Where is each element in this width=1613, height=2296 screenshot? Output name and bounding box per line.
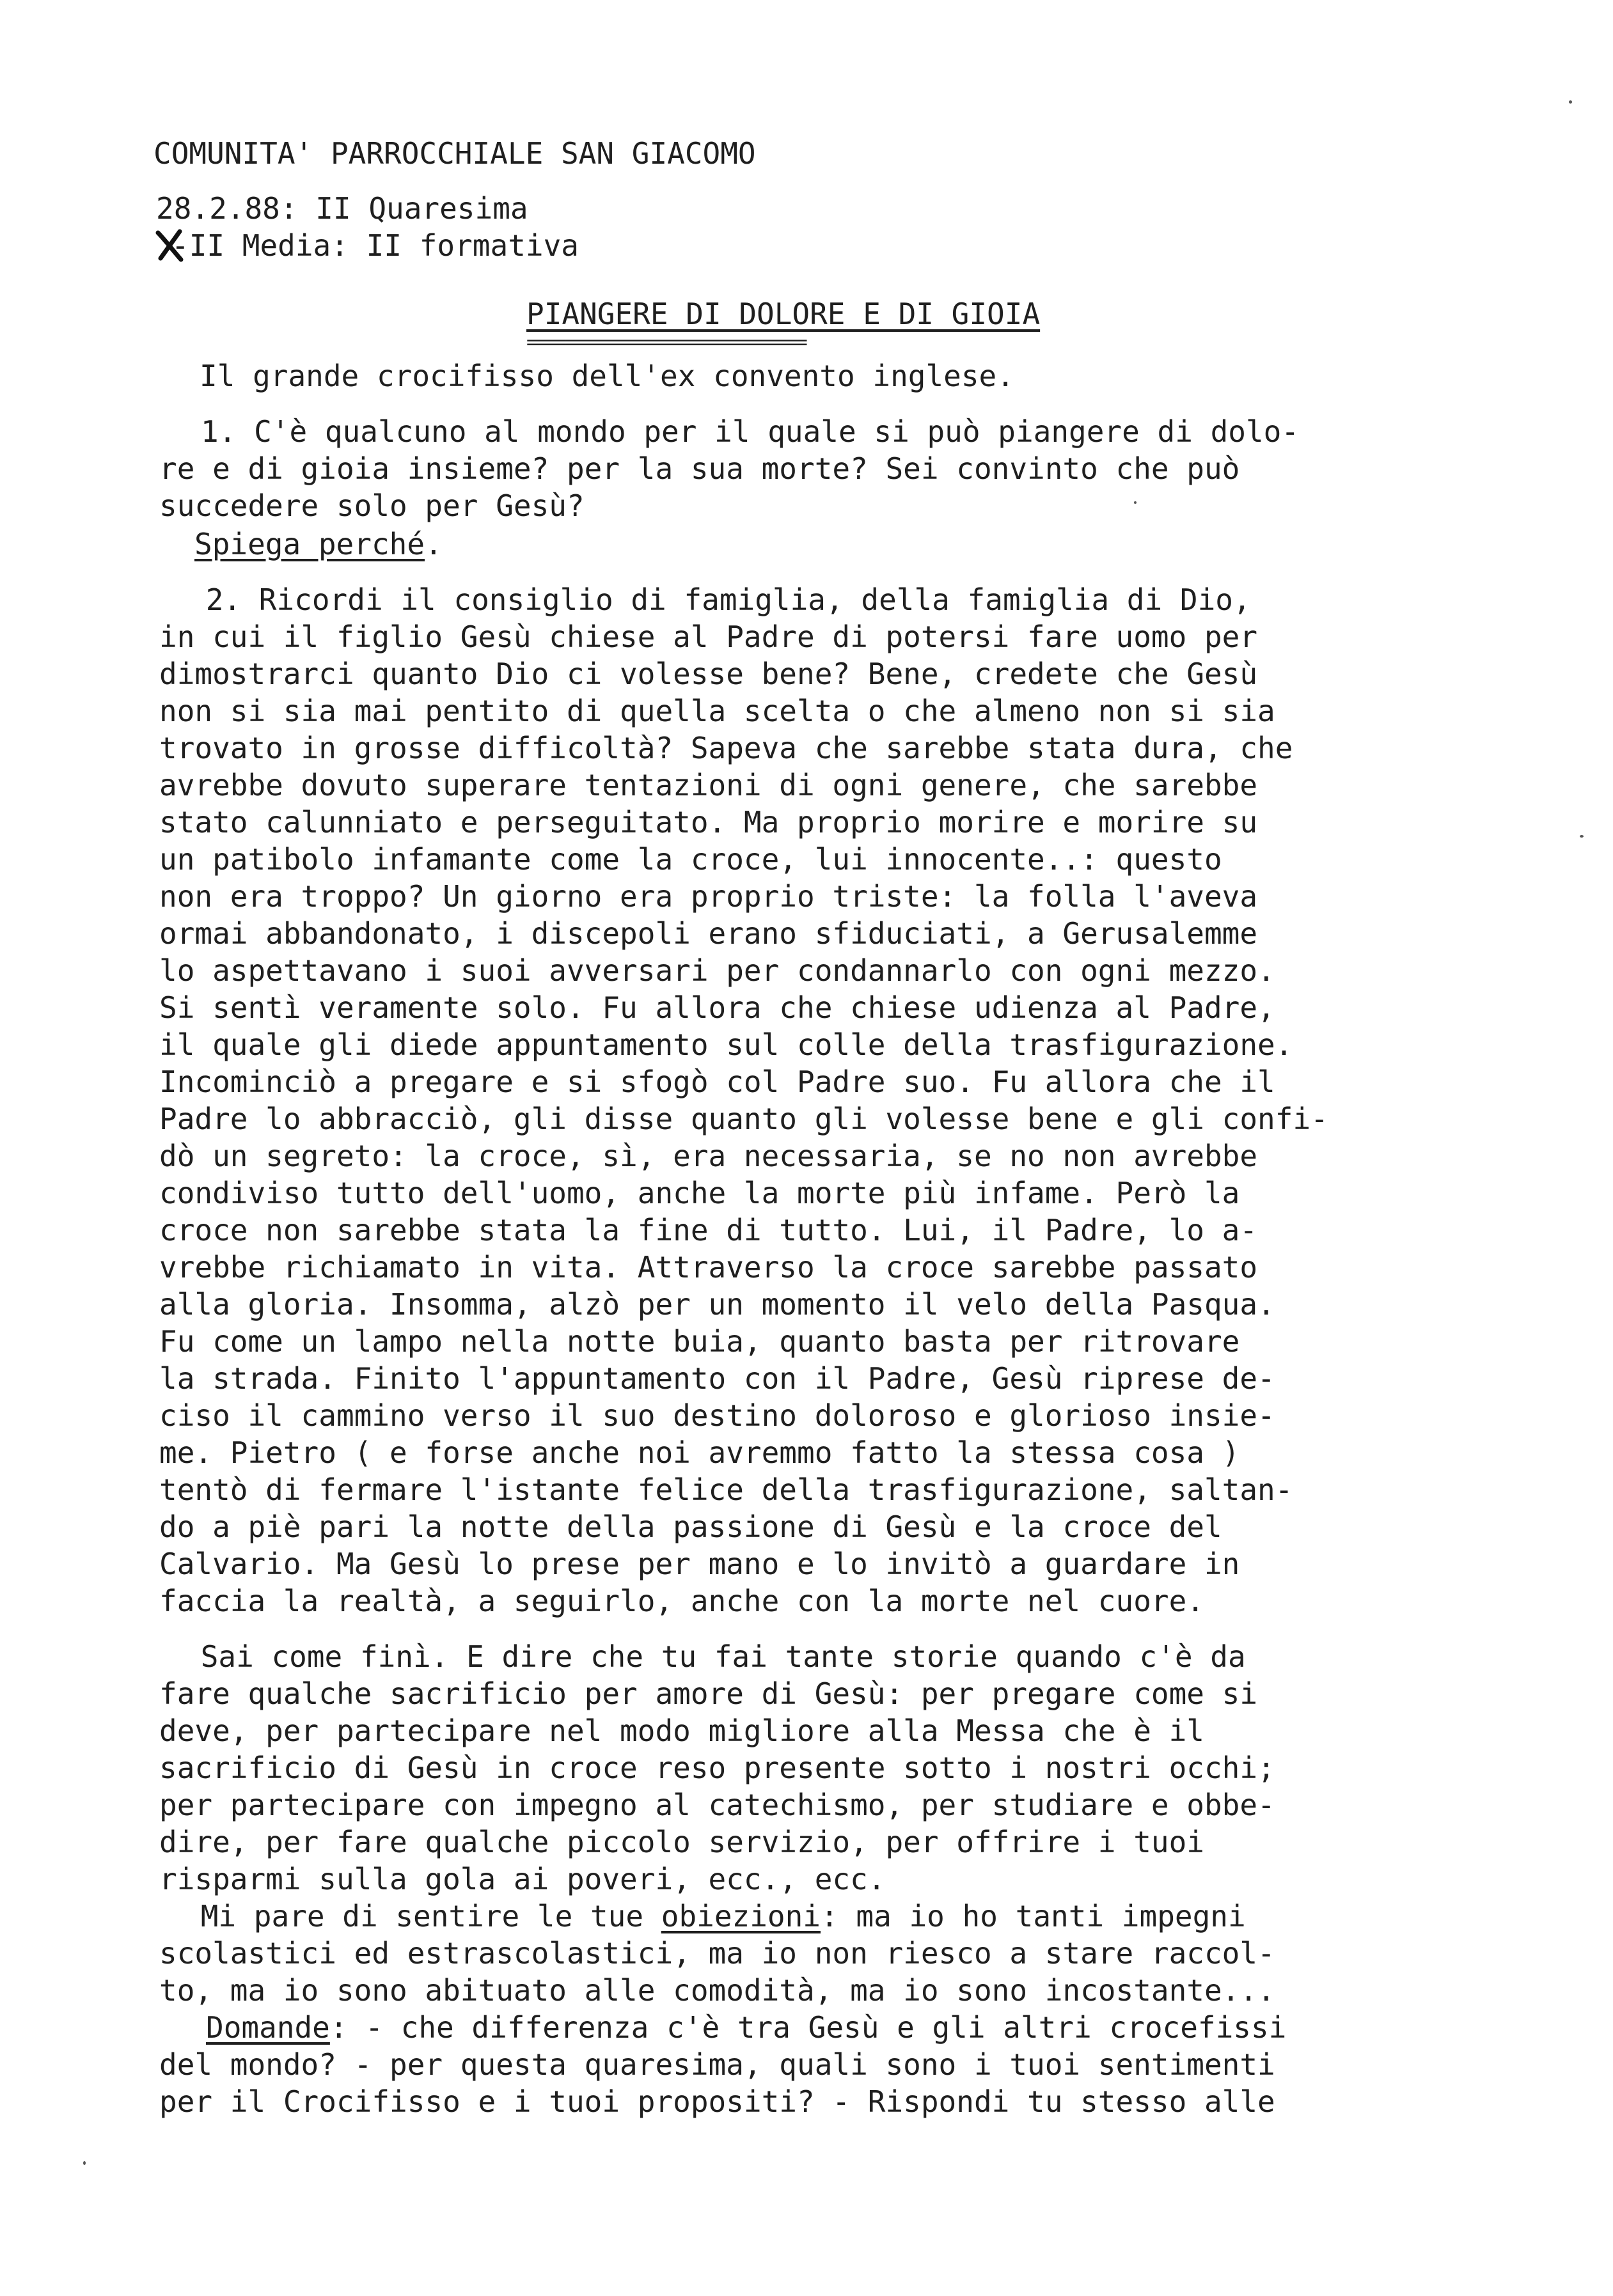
story-line: faccia la realtà, a seguirlo, anche con la morte nel cuore. bbox=[159, 1584, 1204, 1618]
question-1-prompt bbox=[194, 526, 443, 562]
story-line: lo aspettavano i suoi avversari per condannarlo con ogni mezzo. bbox=[159, 953, 1275, 988]
questions-line: per il Crocifisso e i tuoi propositi? - Rispondi tu stesso alle bbox=[159, 2084, 1275, 2119]
story-line: vrebbe richiamato in vita. Attraverso la croce sarebbe passato bbox=[159, 1250, 1258, 1285]
story-line: un patibolo infamante come la croce, lui innocente..: questo bbox=[159, 842, 1222, 877]
story-line: Padre lo abbracciò, gli disse quanto gli volesse bene e gli confi- bbox=[159, 1102, 1328, 1136]
story-line: croce non sarebbe stata la fine di tutto. Lui, il Padre, lo a- bbox=[159, 1213, 1258, 1247]
objections-line: to, ma io sono abituato alle comodità, ma io sono incostante... bbox=[159, 1973, 1275, 2008]
objections-line: scolastici ed estrascolastici, ma io non riesco a stare raccol- bbox=[159, 1936, 1275, 1971]
page-title: PIANGERE DI DOLORE E DI GIOIA bbox=[526, 297, 1041, 331]
story-line: ormai abbandonato, i discepoli erano sfiduciati, a Gerusalemme bbox=[159, 916, 1258, 951]
story-line: alla gloria. Insomma, alzò per un momento il velo della Pasqua. bbox=[159, 1287, 1275, 1322]
story-line: trovato in grosse difficoltà? Sapeva che sarebbe stata dura, che bbox=[159, 731, 1293, 765]
story-line: sacrificio di Gesù in croce reso presente sotto i nostri occhi; bbox=[159, 1751, 1275, 1785]
questions-first-line bbox=[206, 2010, 1286, 2045]
objections-lead: Mi pare di sentire le tue bbox=[183, 1899, 661, 1933]
story-line: risparmi sulla gola ai poveri, ecc., ecc. bbox=[159, 1862, 886, 1896]
objections-rest: : ma io ho tanti impegni bbox=[821, 1899, 1246, 1933]
story-line: la strada. Finito l'appuntamento con il Padre, Gesù riprese de- bbox=[159, 1361, 1275, 1396]
paper-speck bbox=[1569, 100, 1572, 104]
explain-why-label: Spiega perché bbox=[194, 527, 425, 561]
story-line: avrebbe dovuto superare tentazioni di ogni genere, che sarebbe bbox=[159, 768, 1258, 802]
story-line: stato calunniato e perseguitato. Ma proprio morire e morire su bbox=[159, 805, 1258, 840]
questions-line: del mondo? - per questa quaresima, quali sono i tuoi sentimenti bbox=[159, 2047, 1275, 2082]
story-line: per partecipare con impegno al catechismo, per studiare e obbe- bbox=[159, 1788, 1275, 1822]
class-line: -II Media: II formativa bbox=[171, 228, 579, 263]
date-line: 28.2.88: II Quaresima bbox=[156, 191, 528, 226]
story-line: 2. Ricordi il consiglio di famiglia, della famiglia di Dio, bbox=[188, 582, 1251, 617]
paper-speck bbox=[1134, 501, 1137, 504]
story-line: me. Pietro ( e forse anche noi avremmo fatto la stessa cosa ) bbox=[159, 1435, 1240, 1470]
story-line: Si sentì veramente solo. Fu allora che chiese udienza al Padre, bbox=[159, 990, 1275, 1025]
story-line: deve, per partecipare nel modo migliore alla Messa che è il bbox=[159, 1714, 1204, 1748]
question-1-line: 1. C'è qualcuno al mondo per il quale si può piangere di dolo- bbox=[201, 414, 1300, 449]
intro-line: Il grande crocifisso dell'ex convento inglese. bbox=[200, 359, 1014, 393]
questions-keyword: Domande bbox=[206, 2010, 330, 2045]
story-line: il quale gli diede appuntamento sul colle della trasfigurazione. bbox=[159, 1027, 1293, 1062]
story-line: ciso il cammino verso il suo destino doloroso e glorioso insie- bbox=[159, 1398, 1275, 1433]
organization-heading: COMUNITA' PARROCCHIALE SAN GIACOMO bbox=[153, 136, 756, 171]
story-line: Fu come un lampo nella notte buia, quanto basta per ritrovare bbox=[159, 1324, 1240, 1359]
title-double-rule: ============================= bbox=[526, 331, 806, 354]
story-line: Sai come finì. E dire che tu fai tante storie quando c'è da bbox=[183, 1639, 1246, 1674]
question-1-line: succedere solo per Gesù? bbox=[159, 488, 585, 523]
story-line: fare qualche sacrificio per amore di Gesù: per pregare come si bbox=[159, 1676, 1258, 1711]
questions-rest: : - che differenza c'è tra Gesù e gli altri crocefissi bbox=[329, 2010, 1287, 2045]
paper-speck bbox=[1580, 835, 1584, 838]
story-line: condiviso tutto dell'uomo, anche la morte più infame. Però la bbox=[159, 1176, 1240, 1210]
paper-speck bbox=[83, 2161, 86, 2165]
story-line: Incominciò a pregare e si sfogò col Padre suo. Fu allora che il bbox=[159, 1065, 1275, 1099]
objections-first-line bbox=[183, 1898, 1246, 1934]
story-line: in cui il figlio Gesù chiese al Padre di potersi fare uomo per bbox=[159, 620, 1258, 654]
question-1-line: re e di gioia insieme? per la sua morte? Sei convinto che può bbox=[159, 451, 1240, 486]
story-line: non era troppo? Un giorno era proprio triste: la folla l'aveva bbox=[159, 879, 1258, 914]
story-line: dire, per fare qualche piccolo servizio, per offrire i tuoi bbox=[159, 1825, 1204, 1859]
story-line: non si sia mai pentito di quella scelta o che almeno non si sia bbox=[159, 694, 1275, 728]
story-line: Calvario. Ma Gesù lo prese per mano e lo invitò a guardare in bbox=[159, 1547, 1240, 1581]
story-line: dimostrarci quanto Dio ci volesse bene? Bene, credete che Gesù bbox=[159, 657, 1258, 691]
story-line: do a piè pari la notte della passione di Gesù e la croce del bbox=[159, 1510, 1222, 1544]
objections-keyword: obiezioni bbox=[661, 1899, 821, 1933]
story-line: dò un segreto: la croce, sì, era necessaria, se no non avrebbe bbox=[159, 1139, 1258, 1173]
story-line: tentò di fermare l'istante felice della trasfigurazione, saltan- bbox=[159, 1472, 1293, 1507]
prompt-period: . bbox=[425, 527, 443, 561]
